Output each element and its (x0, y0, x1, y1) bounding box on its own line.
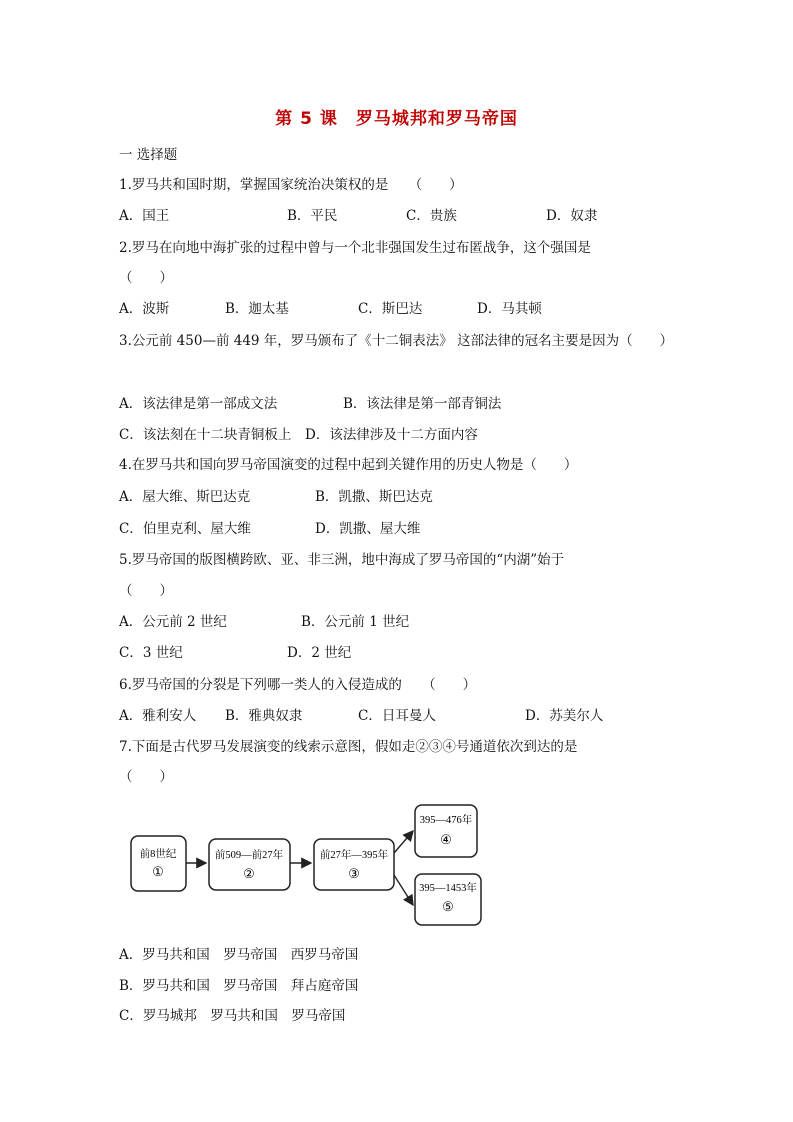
q5-option-c[interactable]: C．3 世纪 (119, 645, 183, 661)
timeline-node-3 (314, 839, 394, 890)
q6-option-d[interactable]: D．苏美尔人 (525, 708, 604, 724)
question-2-bracket: （ ） (119, 270, 173, 286)
q2-option-c[interactable]: C．斯巴达 (358, 301, 423, 317)
question-1-stem: 1.罗马共和国时期，掌握国家统治决策权的是 （ ） (119, 177, 463, 193)
q4-option-d[interactable]: D．凯撒、屋大维 (315, 521, 421, 537)
rome-timeline-diagram (128, 803, 488, 932)
node-5-label: 395—1453年 (419, 883, 477, 894)
timeline-node-2 (209, 839, 290, 890)
q3-option-c[interactable]: C．该法刻在十二块青铜板上 (119, 427, 292, 443)
node-1-label: 前8世纪 (139, 849, 177, 860)
section-heading: 一 选择题 (119, 147, 178, 163)
node-4-number: ④ (440, 832, 452, 847)
page-title: 第 5 课 罗马城邦和罗马帝国 (275, 109, 518, 129)
question-3-stem: 3.公元前 450—前 449 年，罗马颁布了《十二铜表法》 这部法律的冠名主要是因为（ ） (119, 333, 674, 349)
q1-option-b[interactable]: B．平民 (287, 208, 338, 224)
q1-option-a[interactable]: A．国王 (119, 208, 170, 224)
question-4-stem: 4.在罗马共和国向罗马帝国演变的过程中起到关键作用的历史人物是（ ） (119, 457, 578, 473)
question-7-stem: 7.下面是古代罗马发展演变的线索示意图，假如走②③④号通道依次到达的是 (119, 739, 578, 755)
q2-option-b[interactable]: B．迦太基 (225, 301, 289, 317)
q3-option-d[interactable]: D．该法律涉及十二方面内容 (305, 427, 478, 443)
question-5-bracket: （ ） (119, 583, 173, 599)
timeline-node-5 (415, 874, 481, 925)
node-2-label: 前509—前27年 (214, 850, 284, 861)
q2-option-d[interactable]: D．马其顿 (477, 301, 542, 317)
q1-option-d[interactable]: D．奴隶 (546, 208, 598, 224)
timeline-node-4 (415, 805, 477, 857)
q7-option-c[interactable]: C．罗马城邦 罗马共和国 罗马帝国 (119, 1008, 346, 1024)
q6-option-b[interactable]: B．雅典奴隶 (225, 708, 303, 724)
q1-option-c[interactable]: C．贵族 (406, 208, 457, 224)
arrow-3-5 (394, 875, 413, 905)
q7-option-a[interactable]: A．罗马共和国 罗马帝国 西罗马帝国 (119, 947, 359, 963)
q5-option-a[interactable]: A．公元前 2 世纪 (119, 614, 227, 630)
q6-option-c[interactable]: C．日耳曼人 (358, 708, 436, 724)
node-3-label: 前27年—395年 (319, 850, 389, 861)
question-2-stem: 2.罗马在向地中海扩张的过程中曾与一个北非强国发生过布匿战争，这个强国是 (119, 240, 591, 256)
q3-option-b[interactable]: B．该法律是第一部青铜法 (343, 396, 502, 412)
question-5-stem: 5.罗马帝国的版图横跨欧、亚、非三洲，地中海成了罗马帝国的“内湖”始于 (119, 552, 565, 568)
q3-option-a[interactable]: A．该法律是第一部成文法 (119, 396, 278, 412)
q4-option-c[interactable]: C．伯里克利、屋大维 (119, 521, 251, 537)
node-4-label: 395—476年 (419, 815, 473, 826)
question-6-stem: 6.罗马帝国的分裂是下列哪一类人的入侵造成的 （ ） (119, 677, 477, 693)
timeline-node-1 (131, 836, 186, 891)
q7-option-b[interactable]: B．罗马共和国 罗马帝国 拜占庭帝国 (119, 978, 359, 994)
node-3-number: ③ (348, 866, 360, 881)
q4-option-b[interactable]: B．凯撒、斯巴达克 (315, 489, 433, 505)
node-5-number: ⑤ (442, 899, 454, 914)
node-1-number: ① (152, 864, 164, 879)
q4-option-a[interactable]: A．屋大维、斯巴达克 (119, 489, 251, 505)
node-2-number: ② (243, 866, 255, 881)
q2-option-a[interactable]: A．波斯 (119, 301, 170, 317)
question-7-bracket: （ ） (119, 769, 173, 785)
q5-option-b[interactable]: B．公元前 1 世纪 (301, 614, 410, 630)
arrow-3-4 (394, 831, 413, 853)
q6-option-a[interactable]: A．雅利安人 (119, 708, 197, 724)
q5-option-d[interactable]: D．2 世纪 (287, 645, 352, 661)
